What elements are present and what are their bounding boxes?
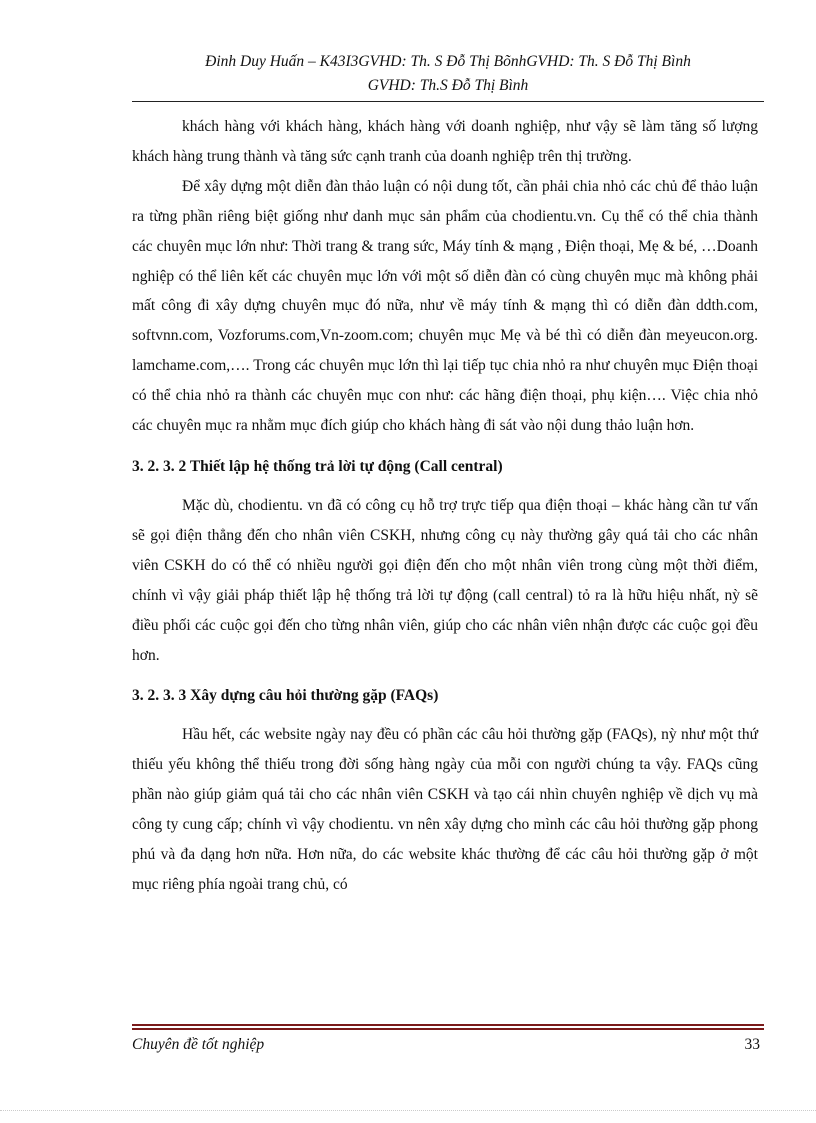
section-heading-3-2-3-3: 3. 2. 3. 3 Xây dựng câu hỏi thường gặp (FAQs) [132,687,439,705]
header-rule [132,101,764,102]
paragraph-1: khách hàng với khách hàng, khách hàng với doanh nghiệp, như vậy sẽ làm tăng số lượng khách hàng trung thành và tăng sức cạnh tranh của doanh nghiệp trên thị trường. [132,118,758,165]
page-edge [0,1110,816,1111]
page-number: 33 [744,1036,760,1053]
header-line-1: Đinh Duy Huấn – K43I3GVHD: Th. S Đỗ Thị BõnhGVHD: Th. S Đỗ Thị Bình [205,53,691,70]
page-header [132,50,764,98]
section-heading-3-2-3-2: 3. 2. 3. 2 Thiết lập hệ thống trả lời tự động (Call central) [132,457,503,475]
footer-title: Chuyên đề tốt nghiệp [132,1036,265,1053]
paragraph-2: Để xây dựng một diễn đàn thảo luận có nội dung tốt, cần phải chia nhỏ các chủ để thảo luận ra từng phần riêng biệt giống như danh mục sản phẩm của chodientu.vn. Cụ thể có thể chia thành các chuyên mục lớn như: Thời trang & trang sức, Máy tính & mạng , Điện thoại, Mẹ & bé, …Doanh nghiệp có thể liên kết các chuyên mục lớn với một số diễn đàn có cùng chuyên mục mà không phải mất công đi xây dựng chuyên mục đó nữa, như về máy tính & mạng thì có diễn đàn ddth.com, softvnn.com, Vozforums.com,Vn-zoom.com; chuyên mục Mẹ và bé thì có diễn đàn meyeucon.org. lamchame.com,…. Trong các chuyên mục lớn thì lại tiếp tục chia nhỏ ra như chuyên mục Điện thoại có thể chia nhỏ ra thành các chuyên mục con như: các hãng điện thoại, phụ kiện…. Việc chia nhỏ các chuyên mục ra nhằm mục đích giúp cho khách hàng đi sát vào nội dung thảo luận hơn. [132,177,758,435]
header-line-2: GVHD: Th.S Đỗ Thị Bình [367,77,529,94]
footer-rule [132,1024,764,1030]
paragraph-4: Hầu hết, các website ngày nay đều có phần các câu hỏi thường gặp (FAQs), nỳ như một thứ thiếu yếu không thể thiếu trong đời sống hàng ngày của mỗi con người chúng ta vậy. FAQs cũng phần nào giúp giảm quá tải cho các nhân viên CSKH và tạo cái nhìn chuyên nghiệp về dịch vụ mà công ty cung cấp; chính vì vậy chodientu. vn nên xây dựng cho mình các câu hỏi thường gặp phong phú và đa dạng hơn nữa. Hơn nữa, do các website khác thường để các câu hỏi thường gặp ở một mục riêng phía ngoài trang chủ, có [132,726,758,893]
document-body [132,112,758,900]
paragraph-3: Mặc dù, chodientu. vn đã có công cụ hỗ trợ trực tiếp qua điện thoại – khác hàng cần tư vấn sẽ gọi điện thẳng đến cho nhân viên CSKH, nhưng công cụ này thường gây quá tải cho các nhân viên CSKH do có thể có nhiều người gọi điện đến cho một nhân viên trong cùng một thời điểm, chính vì vậy giải pháp thiết lập hệ thống trả lời tự động (call central) tỏ ra là hữu hiệu nhất, nỳ sẽ điều phối các cuộc gọi đến cho từng nhân viên, giúp cho các nhân viên nhận được các cuộc gọi đều hơn. [132,496,758,664]
